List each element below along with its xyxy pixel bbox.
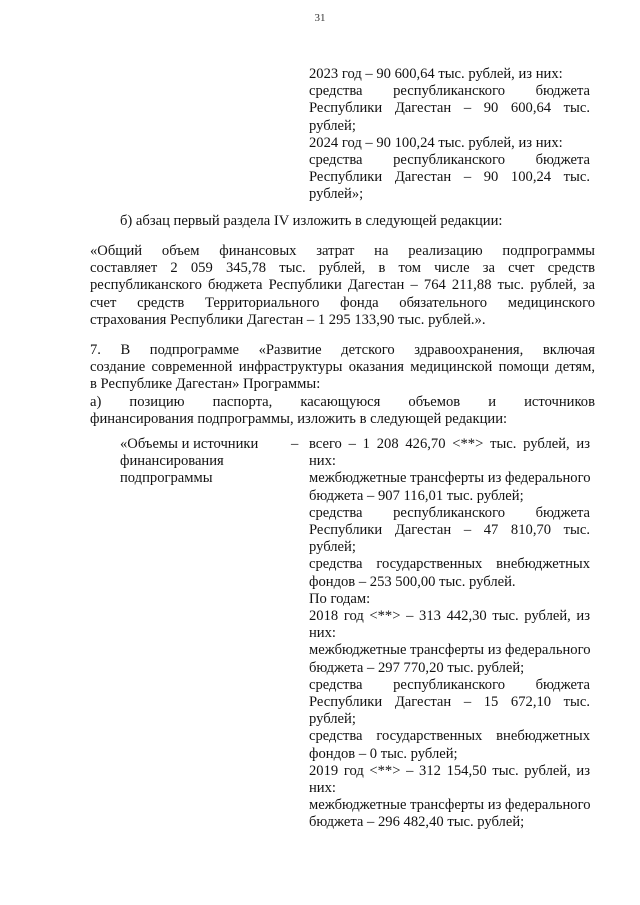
text-line: них: [309, 625, 336, 642]
text-line: межбюджетные трансферты из федерального [309, 642, 591, 659]
text-line: средства республиканского бюджета [309, 152, 590, 169]
text-line: рублей; [309, 117, 356, 134]
text-line: рублей; [309, 539, 356, 556]
text-line: «Общий объем финансовых затрат на реализацию подпрограммы [90, 243, 595, 259]
text-line: республиканского бюджета Республики Дагестан – 764 211,88 тыс. рублей, за [90, 277, 595, 294]
passport-position-value [309, 436, 590, 832]
text-line: них: [309, 780, 336, 797]
text-line: средства республиканского бюджета [309, 83, 590, 100]
text-line: 2019 год <**> – 312 154,50 тыс. рублей, из [309, 762, 590, 779]
text-line: 7. В подпрограмме «Развитие детского здравоохранения, включая [90, 342, 595, 358]
text-line: всего – 1 208 426,70 <**> тыс. рублей, из [309, 436, 590, 452]
item-a-paragraph [90, 394, 595, 428]
text-line: рублей»; [309, 186, 364, 203]
text-line: средства республиканского бюджета [309, 676, 590, 693]
text-line: средства государственных внебюджетных [309, 556, 590, 573]
text-line: средства республиканского бюджета [309, 504, 590, 521]
text-line: Республики Дагестан – 90 600,64 тыс. [309, 100, 590, 117]
text-line: межбюджетные трансферты из федерального [309, 470, 591, 487]
text-line: финансирования подпрограммы, изложить в следующей редакции: [90, 411, 508, 428]
text-line: Республики Дагестан – 90 100,24 тыс. [309, 169, 590, 186]
text-line: Республики Дагестан – 47 810,70 тыс. [309, 522, 590, 539]
label-line: «Объемы и источники [120, 436, 259, 452]
text-line: бюджета – 296 482,40 тыс. рублей; [309, 814, 525, 831]
text-line: рублей; [309, 711, 356, 728]
page-number: 31 [314, 12, 326, 24]
text-line: бюджета – 297 770,20 тыс. рублей; [309, 659, 525, 676]
label-line: подпрограммы [120, 470, 213, 487]
text-line: 2023 год – 90 600,64 тыс. рублей, из них: [309, 66, 563, 82]
label-line: финансирования [120, 453, 224, 470]
funding-years-block [309, 66, 590, 204]
text-line: фондов – 253 500,00 тыс. рублей. [309, 573, 516, 590]
text-line: счет средств Территориального фонда обязательного медицинского [90, 294, 595, 311]
item-b-paragraph: б) абзац первый раздела IV изложить в следующей редакции: [120, 213, 503, 229]
text-line: 2018 год <**> – 313 442,30 тыс. рублей, из [309, 608, 590, 625]
text-line: а) позицию паспорта, касающуюся объемов и источников [90, 394, 595, 410]
text-line: По годам: [309, 590, 371, 607]
text-line: межбюджетные трансферты из федерального [309, 797, 591, 814]
text-line: бюджета – 907 116,01 тыс. рублей; [309, 487, 524, 504]
text-line: составляет 2 059 345,78 тыс. рублей, в том числе за счет средств [90, 260, 595, 277]
text-line: создание современной инфраструктуры оказания медицинской помощи детям, [90, 359, 595, 376]
text-line: страхования Республики Дагестан – 1 295 133,90 тыс. рублей.». [90, 311, 486, 328]
text-line: фондов – 0 тыс. рублей; [309, 745, 458, 762]
item-7-paragraph [90, 342, 595, 394]
text-line: 2024 год – 90 100,24 тыс. рублей, из них: [309, 134, 563, 151]
text-line: в Республике Дагестан» Программы: [90, 376, 321, 393]
quote-paragraph [90, 243, 595, 329]
text-line: них: [309, 453, 336, 470]
text-line: средства государственных внебюджетных [309, 728, 590, 745]
passport-dash: – [291, 436, 299, 452]
text-line: Республики Дагестан – 15 672,10 тыс. [309, 694, 590, 711]
passport-position-label [120, 436, 290, 488]
